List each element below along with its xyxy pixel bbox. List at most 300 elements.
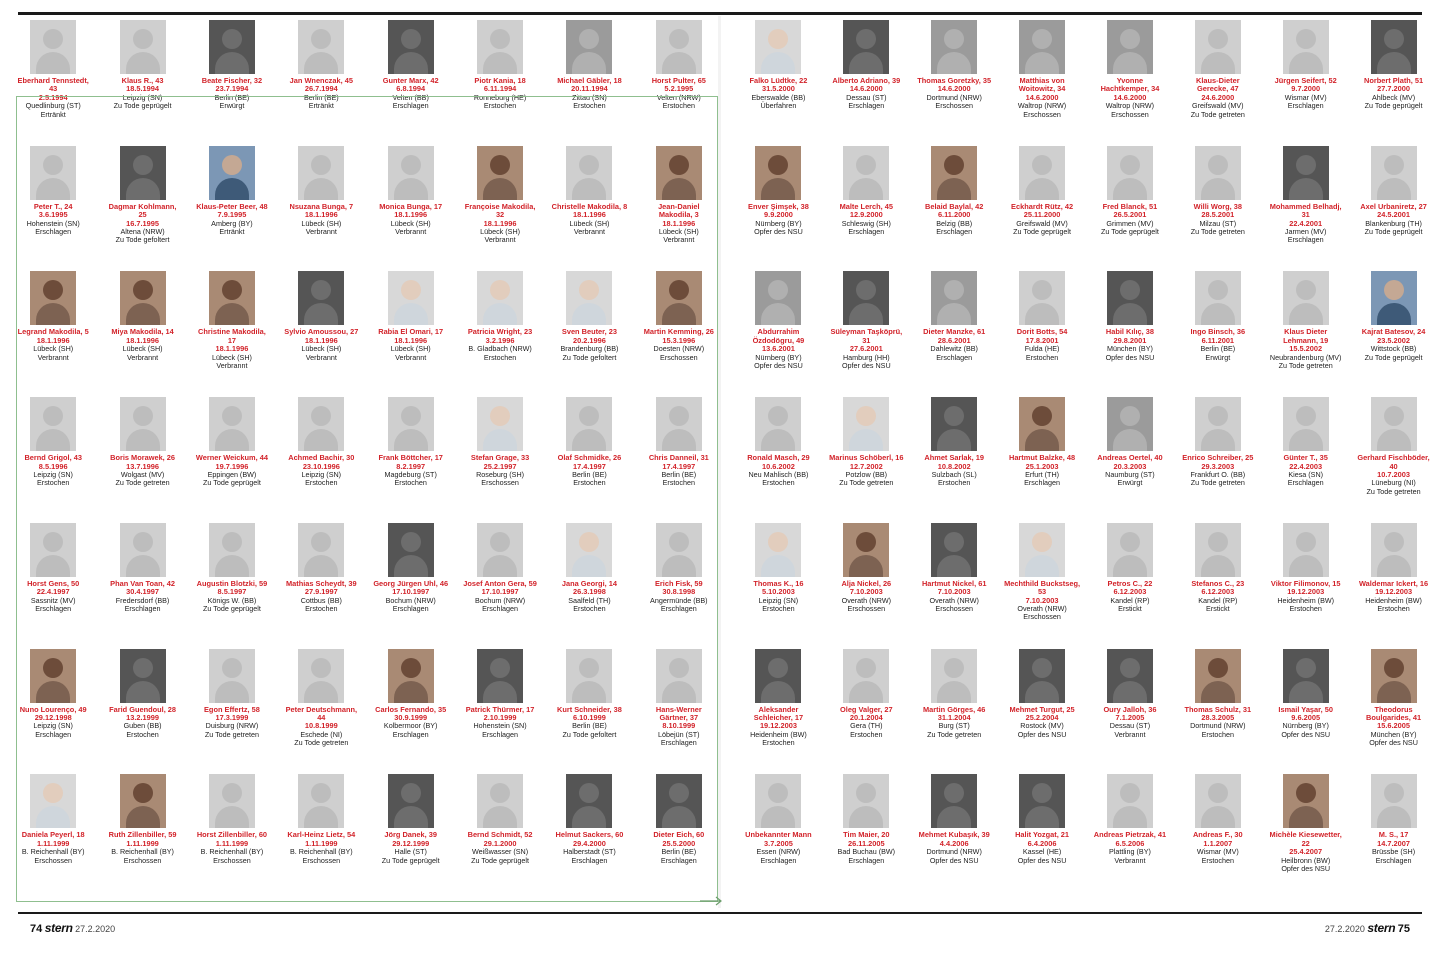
victim-place: Overath (NRW) xyxy=(929,595,979,605)
portrait-head-shape xyxy=(133,29,153,49)
portrait-head-shape xyxy=(490,658,510,678)
victim-portrait xyxy=(209,271,255,325)
victim-portrait xyxy=(1371,523,1417,577)
portrait-body-shape xyxy=(761,178,795,200)
victim-place: Leipzig (SN) xyxy=(33,721,73,731)
portrait-head-shape xyxy=(1032,155,1052,175)
victim-date: 26.3.1998 xyxy=(572,587,606,597)
victim-portrait xyxy=(477,774,523,828)
victim-date: 20.1.2004 xyxy=(849,712,883,722)
portrait-body-shape xyxy=(937,806,971,828)
victim-portrait xyxy=(931,271,977,325)
portrait-head-shape xyxy=(579,532,599,552)
portrait-head-shape xyxy=(43,406,63,426)
portrait-head-shape xyxy=(944,783,964,803)
portrait-body-shape xyxy=(662,303,696,325)
portrait-head-shape xyxy=(133,155,153,175)
victim-entry xyxy=(1263,144,1348,269)
portrait-body-shape xyxy=(1113,681,1147,703)
victim-portrait xyxy=(843,649,889,703)
victim-entry xyxy=(1263,647,1348,772)
victim-entry xyxy=(1088,647,1173,772)
victim-name: Mechthild Buckstseg, 53 xyxy=(1004,578,1081,597)
victim-place: Kolbermoor (BY) xyxy=(383,721,438,731)
victim-place: Dessau (ST) xyxy=(1109,721,1151,731)
portrait-head-shape xyxy=(1208,29,1228,49)
portrait-head-shape xyxy=(1120,532,1140,552)
victim-portrait xyxy=(1195,649,1241,703)
victim-date: 6.4.2006 xyxy=(1027,838,1057,848)
victim-entry xyxy=(1351,772,1436,897)
victim-date: 18.1.1996 xyxy=(36,335,70,345)
victim-date: 6.10.1999 xyxy=(572,712,606,722)
victim-name: Farid Guendoul, 28 xyxy=(109,704,177,714)
victim-entry xyxy=(457,521,543,646)
victim-entry xyxy=(912,647,997,772)
victim-portrait xyxy=(120,649,166,703)
portrait-head-shape xyxy=(768,658,788,678)
victim-place: Bochum (NRW) xyxy=(385,595,436,605)
portrait-head-shape xyxy=(1208,658,1228,678)
victim-cause: Zu Tode geprügelt xyxy=(1013,226,1071,236)
victim-entry xyxy=(824,772,909,897)
victim-date: 1.11.1999 xyxy=(215,838,249,848)
victim-place: Berlin (BE) xyxy=(1200,344,1236,354)
victim-portrait xyxy=(388,146,434,200)
portrait-body-shape xyxy=(572,806,606,828)
victim-entry xyxy=(636,395,722,520)
victim-portrait xyxy=(120,523,166,577)
victim-cause: Zu Tode geprügelt xyxy=(113,101,172,111)
victim-place: Leipzig (SN) xyxy=(301,469,342,479)
portrait-body-shape xyxy=(215,555,249,577)
victim-cause: Erschlagen xyxy=(848,226,885,236)
victim-entry xyxy=(278,772,364,897)
victim-date: 7.1.2005 xyxy=(1115,712,1145,722)
victim-place: Kassel (HE) xyxy=(1022,847,1062,857)
victim-name: Horst Zillenbiller, 60 xyxy=(196,830,268,840)
victim-place: Berlin (BE) xyxy=(661,469,697,479)
victim-date: 30.8.1998 xyxy=(662,587,696,597)
victim-date: 18.1.1996 xyxy=(662,218,696,228)
victim-entry xyxy=(457,647,543,772)
portrait-body-shape xyxy=(36,555,70,577)
victim-cause: Erschossen xyxy=(481,478,519,488)
victim-date: 3.7.2005 xyxy=(764,838,793,848)
victim-place: Heidenheim (BW) xyxy=(1277,595,1335,605)
victim-cause: Erschossen xyxy=(1023,612,1061,622)
victim-entry xyxy=(1088,269,1173,394)
victim-portrait xyxy=(931,397,977,451)
victim-portrait xyxy=(298,649,344,703)
portrait-head-shape xyxy=(579,406,599,426)
victim-entry xyxy=(368,521,454,646)
victim-date: 17.8.2001 xyxy=(1025,335,1059,345)
portrait-head-shape xyxy=(401,532,421,552)
victim-name: Dieter Eich, 60 xyxy=(653,830,705,840)
victim-date: 5.10.2003 xyxy=(761,587,795,597)
victim-portrait xyxy=(209,397,255,451)
victim-portrait xyxy=(1283,774,1329,828)
top-rule xyxy=(18,12,1422,15)
victim-name: Viktor Filimonov, 15 xyxy=(1270,578,1341,588)
victim-name: Axel Urbaniretz, 27 xyxy=(1360,201,1427,211)
victim-portrait xyxy=(388,774,434,828)
portrait-head-shape xyxy=(1384,406,1404,426)
victim-name: Ronald Masch, 29 xyxy=(747,453,810,463)
victim-place: Fredersdorf (BB) xyxy=(115,595,170,605)
portrait-head-shape xyxy=(856,155,876,175)
portrait-body-shape xyxy=(662,178,696,200)
victim-place: Heidenheim (BW) xyxy=(750,729,807,739)
portrait-head-shape xyxy=(133,658,153,678)
victim-portrait xyxy=(1371,649,1417,703)
portrait-body-shape xyxy=(1377,681,1411,703)
victim-portrait xyxy=(755,649,801,703)
victim-cause: Verbrannt xyxy=(305,226,337,236)
victim-cause: Erstochen xyxy=(1201,729,1234,739)
portrait-head-shape xyxy=(579,155,599,175)
victim-name: Dieter Manzke, 61 xyxy=(923,327,986,337)
victim-cause: Erschossen xyxy=(935,604,973,614)
victim-place: Lüneburg (NI) xyxy=(1371,478,1416,488)
victim-name: Mathias Scheydt, 39 xyxy=(285,578,357,588)
portrait-body-shape xyxy=(394,555,428,577)
portrait-head-shape xyxy=(1296,280,1316,300)
right-date: 27.2.2020 xyxy=(1324,924,1365,934)
victim-name: Jörg Danek, 39 xyxy=(384,830,437,840)
portrait-head-shape xyxy=(944,280,964,300)
portrait-body-shape xyxy=(1113,555,1147,577)
victim-entry xyxy=(1175,144,1260,269)
portrait-body-shape xyxy=(761,555,795,577)
victim-portrait xyxy=(656,649,702,703)
victim-portrait xyxy=(843,523,889,577)
portrait-body-shape xyxy=(304,806,338,828)
portrait-head-shape xyxy=(1208,532,1228,552)
victim-entry xyxy=(1088,521,1173,646)
victim-name: Klaus-Peter Beer, 48 xyxy=(196,201,268,211)
portrait-head-shape xyxy=(768,29,788,49)
portrait-head-shape xyxy=(1032,29,1052,49)
victim-portrait xyxy=(1371,271,1417,325)
victim-date: 23.5.2002 xyxy=(1377,335,1410,345)
portrait-body-shape xyxy=(572,681,606,703)
victim-place: Nürnberg (BY) xyxy=(755,352,802,362)
victim-place: Burg (ST) xyxy=(938,721,970,731)
bottom-rule xyxy=(18,912,1422,914)
victim-date: 7.10.2003 xyxy=(937,587,971,597)
victim-entry xyxy=(1000,772,1085,897)
victim-date: 14.6.2000 xyxy=(937,84,971,94)
victim-portrait xyxy=(298,271,344,325)
victim-entry xyxy=(189,647,275,772)
portrait-body-shape xyxy=(937,52,971,74)
portrait-head-shape xyxy=(1296,406,1316,426)
portrait-body-shape xyxy=(1201,806,1235,828)
victim-place: Amberg (BY) xyxy=(211,218,253,228)
victim-cause: Zu Tode geprügelt xyxy=(203,478,261,488)
victim-portrait xyxy=(755,774,801,828)
victim-place: Ahlbeck (MV) xyxy=(1371,92,1416,102)
right-page-grid xyxy=(736,18,1436,898)
portrait-body-shape xyxy=(304,303,338,325)
victim-entry xyxy=(546,772,632,897)
victim-date: 28.5.2001 xyxy=(1201,210,1235,220)
victim-place: Lübeck (SH) xyxy=(301,344,342,354)
victim-cause: Verbrannt xyxy=(395,226,427,236)
victim-place: Bad Buchau (BW) xyxy=(837,847,896,857)
victim-place: Gera (TH) xyxy=(850,721,883,731)
victim-entry xyxy=(457,269,543,394)
victim-portrait xyxy=(1019,774,1065,828)
victim-date: 2.10.1999 xyxy=(483,712,517,722)
victim-place: Hamburg (HH) xyxy=(842,352,890,362)
victim-portrait xyxy=(656,523,702,577)
victim-date: 6.12.2003 xyxy=(1113,587,1147,597)
victim-portrait xyxy=(477,146,523,200)
victim-cause: Zu Tode getreten xyxy=(1190,226,1245,236)
victim-portrait xyxy=(1107,774,1153,828)
victim-cause: Erschlagen xyxy=(571,855,608,865)
victim-name: Helmut Sackers, 60 xyxy=(555,830,624,840)
victim-entry xyxy=(736,269,821,394)
victim-portrait xyxy=(1371,774,1417,828)
victim-place: Velten (NRW) xyxy=(656,92,701,102)
victim-entry xyxy=(912,521,997,646)
victim-date: 24.6.2000 xyxy=(1201,92,1235,102)
portrait-head-shape xyxy=(401,29,421,49)
victim-portrait xyxy=(656,271,702,325)
portrait-body-shape xyxy=(126,178,160,200)
victim-portrait xyxy=(1195,774,1241,828)
portrait-head-shape xyxy=(133,532,153,552)
victim-place: Leipzig (SN) xyxy=(122,92,163,102)
victim-date: 18.1.1996 xyxy=(304,210,338,220)
victim-entry xyxy=(636,772,722,897)
victim-name: Aleksander Schleicher, 17 xyxy=(753,704,804,722)
portrait-head-shape xyxy=(222,280,242,300)
victim-entry xyxy=(457,18,543,143)
portrait-body-shape xyxy=(662,429,696,451)
portrait-body-shape xyxy=(1113,303,1147,325)
portrait-head-shape xyxy=(768,783,788,803)
victim-name: Ismail Yaşar, 50 xyxy=(1278,704,1333,714)
victim-portrait xyxy=(477,523,523,577)
victim-place: Halberstadt (ST) xyxy=(563,847,616,857)
victim-entry xyxy=(99,395,185,520)
victim-cause: Erschlagen xyxy=(1375,855,1412,865)
victim-date: 25.5.2000 xyxy=(662,838,696,848)
victim-portrait xyxy=(388,271,434,325)
victim-name: Petros C., 22 xyxy=(1107,578,1153,588)
victim-place: Blankenburg (TH) xyxy=(1365,218,1422,228)
victim-date: 8.5.1996 xyxy=(38,461,68,471)
victim-name: Beate Fischer, 32 xyxy=(201,76,263,85)
victim-portrait xyxy=(298,146,344,200)
victim-place: Cottbus (BB) xyxy=(300,595,342,605)
portrait-head-shape xyxy=(1208,783,1228,803)
portrait-head-shape xyxy=(1120,29,1140,49)
victim-date: 18.1.1996 xyxy=(394,210,428,220)
victim-cause: Erschlagen xyxy=(392,101,429,111)
victim-name: Olaf Schmidke, 26 xyxy=(557,453,622,463)
victim-cause: Zu Tode getreten xyxy=(839,478,894,488)
right-brand: stern xyxy=(1367,921,1396,935)
victim-entry xyxy=(99,269,185,394)
victim-entry xyxy=(1351,395,1436,520)
victim-entry xyxy=(189,18,275,143)
victim-place: Frankfurt O. (BB) xyxy=(1190,469,1246,479)
portrait-head-shape xyxy=(1384,29,1404,49)
portrait-head-shape xyxy=(133,280,153,300)
portrait-body-shape xyxy=(1289,52,1323,74)
victim-place: Guben (BB) xyxy=(123,721,162,731)
victim-place: Waltrop (NRW) xyxy=(1105,101,1155,111)
portrait-body-shape xyxy=(1025,429,1059,451)
victim-cause: Erschlagen xyxy=(936,352,973,362)
victim-cause: Erschlagen xyxy=(760,855,797,865)
victim-date: 31.1.2004 xyxy=(937,712,971,722)
victim-portrait xyxy=(843,774,889,828)
victim-entry xyxy=(1351,521,1436,646)
victim-name: Stefanos C., 23 xyxy=(1191,578,1245,588)
portrait-head-shape xyxy=(856,29,876,49)
victim-portrait xyxy=(566,271,612,325)
victim-cause: Erschlagen xyxy=(482,604,519,614)
victim-entry xyxy=(912,269,997,394)
portrait-body-shape xyxy=(572,429,606,451)
victim-place: B. Reichenhall (BY) xyxy=(200,847,264,857)
victim-date: 17.4.1997 xyxy=(662,461,696,471)
victim-cause: Zu Tode geprügelt xyxy=(1364,226,1423,236)
victim-date: 19.12.2003 xyxy=(759,721,797,731)
portrait-body-shape xyxy=(215,303,249,325)
victim-name: Mehmet Turgut, 25 xyxy=(1009,704,1075,714)
victim-entry xyxy=(636,647,722,772)
victim-entry xyxy=(1088,18,1173,143)
victim-portrait xyxy=(298,20,344,74)
portrait-head-shape xyxy=(490,406,510,426)
victim-place: Königs W. (BB) xyxy=(207,595,257,605)
victim-cause: Erwürgt xyxy=(1117,478,1143,488)
victim-cause: Zu Tode getreten xyxy=(1366,486,1421,496)
victim-portrait xyxy=(209,20,255,74)
victim-portrait xyxy=(298,774,344,828)
victim-date: 6.12.2003 xyxy=(1201,587,1235,597)
victim-place: Berlin (BE) xyxy=(572,469,607,479)
portrait-head-shape xyxy=(43,783,63,803)
victim-cause: Zu Tode getreten xyxy=(927,729,982,739)
victim-cause: Erstochen xyxy=(1377,604,1410,614)
victim-portrait xyxy=(30,649,76,703)
portrait-head-shape xyxy=(490,280,510,300)
victim-name: Bernd Grigol, 43 xyxy=(24,453,82,463)
portrait-head-shape xyxy=(1296,155,1316,175)
selection-arrow-icon xyxy=(700,896,724,906)
victim-cause: Erschlagen xyxy=(1287,101,1324,111)
victim-entry xyxy=(1000,395,1085,520)
portrait-body-shape xyxy=(937,555,971,577)
victim-name: Tim Maier, 20 xyxy=(843,830,890,840)
victim-date: 25.1.2003 xyxy=(1025,461,1059,471)
portrait-head-shape xyxy=(43,29,63,49)
portrait-body-shape xyxy=(483,429,517,451)
victim-portrait xyxy=(1195,146,1241,200)
victim-place: Ronneburg (HE) xyxy=(473,92,527,102)
victim-entry xyxy=(736,395,821,520)
victim-date: 19.12.2003 xyxy=(1375,587,1413,597)
victim-entry xyxy=(457,395,543,520)
victim-cause: Verbrannt xyxy=(395,352,427,362)
victim-date: 14.6.2000 xyxy=(849,84,883,94)
portrait-head-shape xyxy=(222,532,242,552)
victim-date: 29.3.2003 xyxy=(1201,461,1235,471)
victim-name: Mehmet Kubaşık, 39 xyxy=(918,830,990,840)
victim-date: 9.9.2000 xyxy=(764,210,793,220)
victim-cause: Zu Tode getreten xyxy=(115,478,170,488)
portrait-head-shape xyxy=(856,658,876,678)
victim-name: Fred Blanck, 51 xyxy=(1102,201,1158,211)
portrait-body-shape xyxy=(394,178,428,200)
victim-place: Wismar (MV) xyxy=(1284,92,1327,102)
victim-name: Jan Wnenczak, 45 xyxy=(289,76,353,85)
victim-place: Roseburg (SH) xyxy=(476,469,525,479)
portrait-head-shape xyxy=(579,658,599,678)
victim-cause: Opfer des NSU xyxy=(1281,863,1331,873)
victim-name: Waldemar Ickert, 16 xyxy=(1358,578,1429,588)
victim-date: 22.4.2003 xyxy=(1289,461,1323,471)
victim-portrait xyxy=(1107,271,1153,325)
victim-entry xyxy=(368,18,454,143)
portrait-body-shape xyxy=(36,681,70,703)
victim-date: 28.6.2001 xyxy=(937,335,971,345)
portrait-head-shape xyxy=(311,783,331,803)
victim-name: Jana Georgi, 14 xyxy=(561,578,617,588)
portrait-head-shape xyxy=(768,280,788,300)
victim-place: Leipzig (SN) xyxy=(758,595,799,605)
victim-name: Horst Pulter, 65 xyxy=(651,76,706,85)
portrait-head-shape xyxy=(133,783,153,803)
victim-name: Klaus-Dieter Gerecke, 47 xyxy=(1196,76,1240,94)
victim-date: 26.7.1994 xyxy=(304,84,338,94)
victim-name: Norbert Plath, 51 xyxy=(1363,76,1424,85)
victim-entry xyxy=(368,144,454,269)
victim-date: 5.2.1995 xyxy=(664,84,694,94)
victim-date: 20.11.1994 xyxy=(571,84,608,94)
victim-date: 27.7.2000 xyxy=(1377,84,1410,94)
victim-date: 18.5.1994 xyxy=(126,84,159,94)
victim-portrait xyxy=(1195,397,1241,451)
victim-cause: Verbrannt xyxy=(216,361,248,371)
victim-name: Habil Kılıç, 38 xyxy=(1105,327,1154,337)
portrait-body-shape xyxy=(483,303,517,325)
portrait-head-shape xyxy=(401,406,421,426)
victim-cause: Erstochen xyxy=(1201,855,1234,865)
portrait-head-shape xyxy=(669,532,689,552)
portrait-body-shape xyxy=(126,681,160,703)
portrait-head-shape xyxy=(944,406,964,426)
portrait-head-shape xyxy=(944,532,964,552)
victim-date: 1.11.1999 xyxy=(36,838,70,848)
victim-portrait xyxy=(1019,649,1065,703)
victim-place: Belzig (BB) xyxy=(936,218,973,228)
victim-entry xyxy=(278,521,364,646)
victim-portrait xyxy=(30,146,76,200)
portrait-body-shape xyxy=(215,178,249,200)
victim-name: Hartmut Nickel, 61 xyxy=(921,578,987,588)
victim-cause: Opfer des NSU xyxy=(841,361,891,371)
